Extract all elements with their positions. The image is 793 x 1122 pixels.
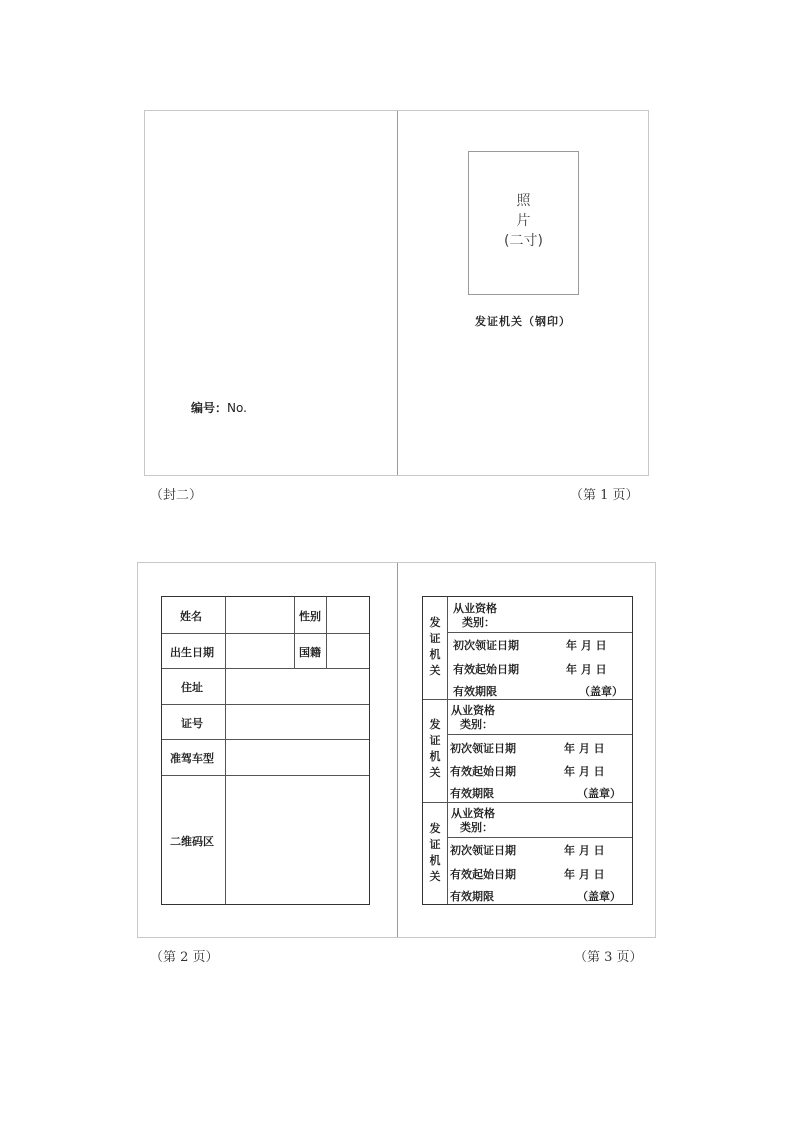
first-issue-date-label: 初次领证日期 [450,742,516,755]
valid-start-date-ymd: 年 月 日 [564,868,605,881]
personal-info-table [161,596,370,905]
valid-start-date-label: 有效起始日期 [450,868,516,881]
category-label: 类别： [460,821,493,834]
birth-date-label: 出生日期 [170,646,214,659]
cover-spread [144,110,649,476]
photo-line-3: (二寸) [504,233,543,249]
cert-no-label: 证号 [181,717,203,730]
authority-vertical-label: 发证机关 [429,616,441,677]
nationality-label: 国籍 [299,646,321,659]
qr-area-label: 二维码区 [170,835,214,848]
first-issue-date-ymd: 年 月 日 [564,844,605,857]
first-issue-date-label: 初次领证日期 [450,844,516,857]
address-label: 住址 [181,681,203,694]
seal-label: （盖章） [577,890,621,903]
qualification-label: 从业资格 [453,602,497,615]
valid-start-date-label: 有效起始日期 [453,663,519,676]
photo-line-1: 照 [516,193,531,209]
issuer-seal-label: 发证机关（钢印） [475,315,571,328]
authority-vertical-label: 发证机关 [429,822,441,883]
vehicle-type-label: 准驾车型 [170,752,214,765]
authority-vertical-label: 发证机关 [429,718,441,779]
valid-start-date-ymd: 年 月 日 [566,663,607,676]
valid-period-label: 有效期限 [450,787,494,800]
page-caption-page2: （第 2 页） [150,950,219,965]
category-label: 类别： [462,616,495,629]
valid-period-label: 有效期限 [450,890,494,903]
photo-box [468,151,579,295]
photo-line-2: 片 [516,213,531,229]
page-caption-page1: （第 1 页） [570,488,639,503]
qualification-label: 从业资格 [451,807,495,820]
page-caption-page3: （第 3 页） [574,950,643,965]
valid-start-date-ymd: 年 月 日 [564,765,605,778]
valid-start-date-label: 有效起始日期 [450,765,516,778]
serial-number-prefix: No. [227,401,247,415]
seal-label: （盖章） [579,685,623,698]
seal-label: （盖章） [577,787,621,800]
first-issue-date-label: 初次领证日期 [453,639,519,652]
first-issue-date-ymd: 年 月 日 [564,742,605,755]
qualification-label: 从业资格 [451,704,495,717]
qualification-record-table [422,596,633,905]
spread-fold-line-2 [397,563,398,937]
first-issue-date-ymd: 年 月 日 [566,639,607,652]
category-label: 类别： [460,718,493,731]
serial-number-caption: 编号： [191,401,228,415]
gender-label: 性别 [299,610,321,623]
info-spread [137,562,656,938]
valid-period-label: 有效期限 [453,685,497,698]
page-caption-cover2: （封二） [150,488,203,503]
spread-fold-line [397,111,398,475]
name-label: 姓名 [180,610,202,623]
serial-number-label [191,399,247,416]
